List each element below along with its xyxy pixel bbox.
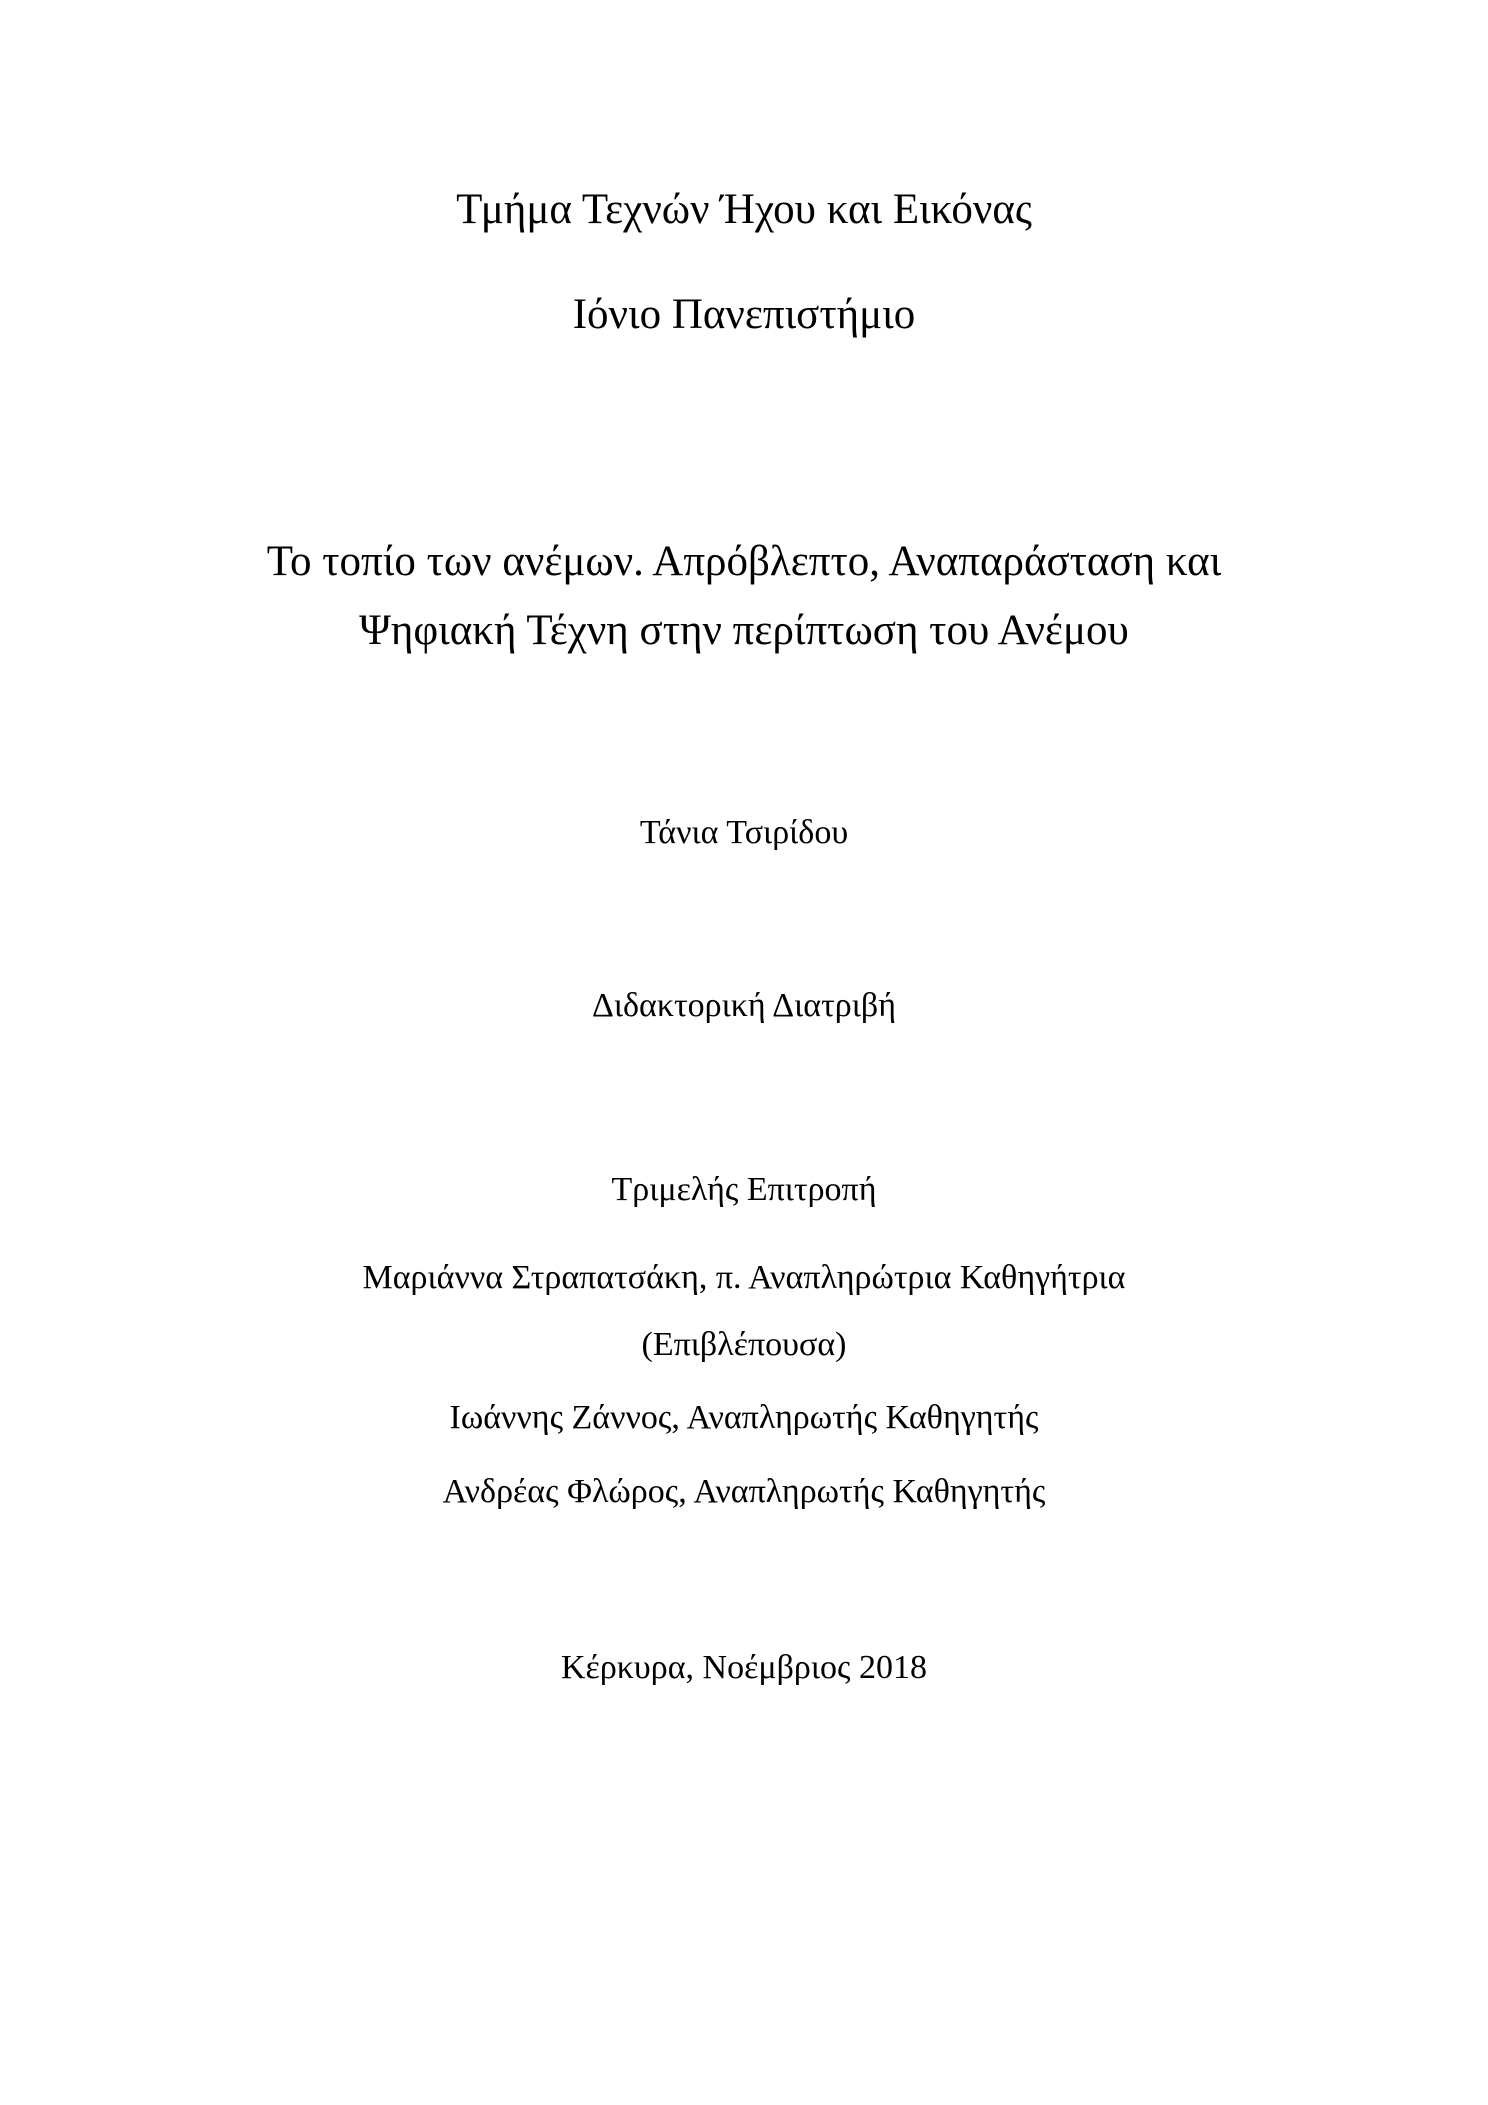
committee-member-3: Ανδρέας Φλώρος, Αναπληρωτής Καθηγητής	[442, 1473, 1046, 1510]
committee-member-2: Ιωάννης Ζάννος, Αναπληρωτής Καθηγητής	[449, 1399, 1039, 1436]
committee-heading: Τριμελής Επιτροπή	[611, 1171, 877, 1208]
document-type: Διδακτορική Διατριβή	[592, 987, 896, 1024]
author-name: Τάνια Τσιρίδου	[639, 814, 849, 851]
place-and-date: Κέρκυρα, Νοέμβριος 2018	[561, 1649, 927, 1686]
committee-member-1: Μαριάννα Στραπατσάκη, π. Αναπληρώτρια Καθηγήτρια	[362, 1259, 1126, 1296]
department-name: Τμήμα Τεχνών Ήχου και Εικόνας	[456, 186, 1032, 233]
thesis-title-line-2: Ψηφιακή Τέχνη στην περίπτωση του Ανέμου	[359, 607, 1129, 654]
committee-member-1-role: (Επιβλέπουσα)	[641, 1326, 847, 1363]
thesis-title-line-1: Το τοπίο των ανέμων. Απρόβλεπτο, Αναπαράσταση και	[266, 538, 1222, 585]
university-name: Ιόνιο Πανεπιστήμιο	[572, 291, 916, 338]
